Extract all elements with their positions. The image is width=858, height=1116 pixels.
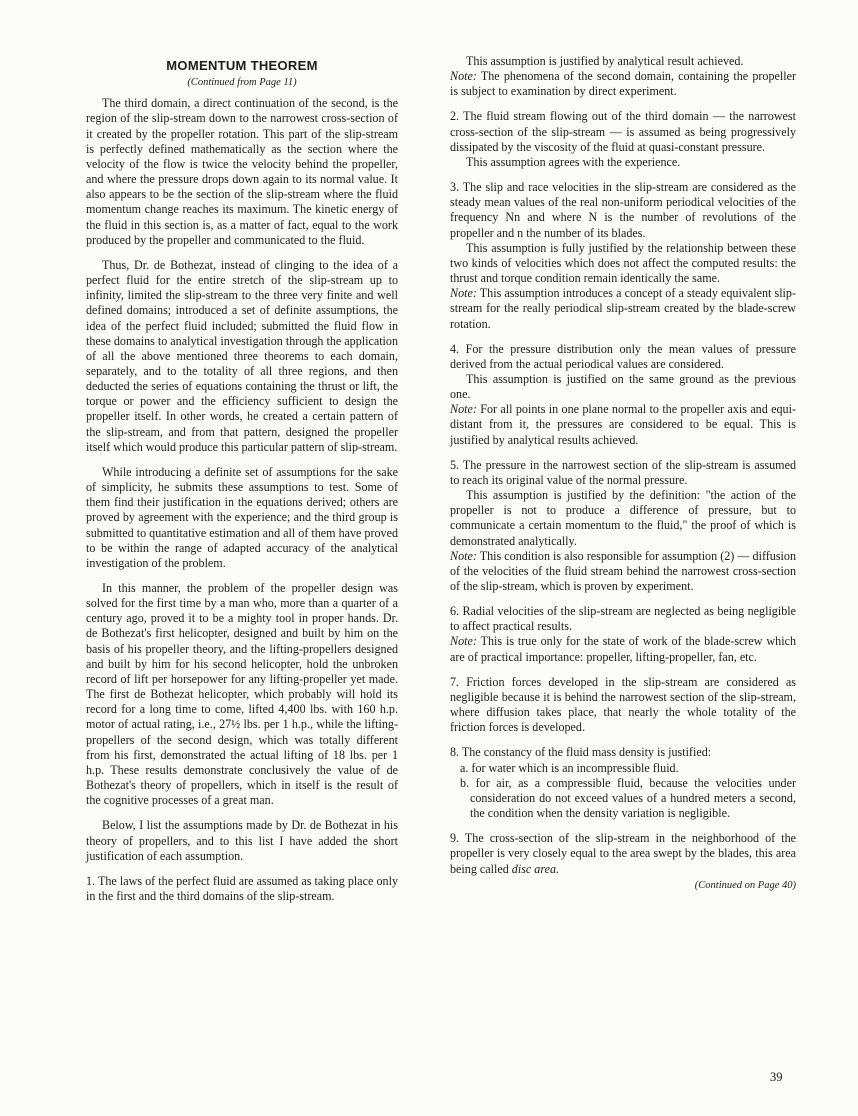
note-paragraph [450, 286, 796, 331]
paragraph: The third domain, a direct continuation of the second, is the region of the slip-stream down to the narrowest cross-section of it created by the propeller rotation. This part of the slip-stream is perfectly defined mathematically as the section where the velocity of the flow is twice the velocity behind the propeller, and where the pressure drops down again to its normal value. It also appears to be the section of the slip-stream where the fluid momentum change reaches its maximum. The kinetic energy of the fluid in this section is, as a matter of fact, equal to the work produced by the propeller and communicated to the fluid. [86, 96, 398, 247]
note-paragraph [450, 634, 796, 664]
note-text: The phenomena of the second domain, containing the propeller is subject to examination by direct experiment. [450, 69, 796, 99]
sub-item: b. for air, as a compressible fluid, because the velocities under consideration do not exceed values of a hundred meters a second, the condition when the density variation is negligible. [460, 775, 796, 821]
paragraph: Thus, Dr. de Bothezat, instead of clinging to the idea of a perfect fluid for the entire stretch of the slip-stream up to infinity, limited the slip-stream to the three very finite and well defined domains; introduced a set of definite assumptions, the idea of the perfect fluid included; submitted the fluid flow in these domains to analytical investigation through the application of all the above mentioned three theorems to each domain, separately, and to the totality of all three regions, and then deducted the series of equations containing the thrust or lift, the torque or power and the efficiency sufficient to design the propeller itself. In other words, he created a certain pattern of the slip-stream, and from that pattern, designed the propeller itself which would produce this particular pattern of slip-stream. [86, 257, 399, 454]
note-paragraph [450, 402, 796, 447]
paragraph: This assumption agrees with the experience. [466, 154, 681, 169]
note-label: Note: [450, 402, 477, 417]
assumption-item: 1. The laws of the perfect fluid are assumed as taking place only in the first and the third domains of the slip-stream. [86, 873, 398, 903]
note-label: Note: [450, 548, 477, 563]
assumption-item: 2. The fluid stream flowing out of the third domain — the narrowest cross-section of the slip-stream — is assumed as being progressively dissipated by the viscosity of the fluid at quasi-constant pressure. [450, 109, 796, 154]
note-text: This condition is also responsible for assumption (2) — diffusion of the velocities of the fluid stream behind the narrowest cross-section of the slip-stream, which is proven by experiment. [450, 548, 796, 593]
emphasis-text: disc area. [511, 861, 560, 876]
assumption-item: 4. For the pressure distribution only the mean values of pressure derived from the actual periodical values are considered. [450, 341, 796, 371]
note-text: This assumption introduces a concept of a steady equivalent slip-stream for the really periodical slip-stream created by the blade-screw rotation. [450, 286, 796, 331]
assumption-item: 7. Friction forces developed in the slip-stream are considered as negligible because it is behind the narrowest section of the slip-stream, where diffusion takes place, that nearly the whole totality of the friction forces is developed. [450, 674, 796, 735]
assumption-item: 8. The constancy of the fluid mass density is justified: [450, 745, 712, 760]
assumption-item: 5. The pressure in the narrowest section of the slip-stream is assumed to reach its original value of the normal pressure. [450, 457, 796, 487]
note-label: Note: [450, 69, 477, 84]
continued-on-note: (Continued on Page 40) [694, 879, 796, 891]
note-label: Note: [450, 634, 477, 649]
note-paragraph [450, 69, 796, 99]
paragraph: This assumption is justified on the same ground as the previous one. [450, 371, 796, 402]
paragraph: This assumption is justified by the definition: "the action of the propeller is not to produce a difference of pressure, but to communicate a certain momentum to the fluid," the proof of which is demonstrated analytically. [450, 488, 796, 548]
paragraph: This assumption is fully justified by the relationship between these two kinds of velocities which does not affect the computed results: the thrust and torque condition remain identically the same. [450, 240, 796, 286]
assumption-item: 3. The slip and race velocities in the slip-stream are considered as the steady mean values of the real non-uniform periodical velocities of the frequency Nn and where N is the number of revolutions of the propeller and n the number of its blades. [450, 180, 796, 240]
right-column [450, 54, 796, 893]
item-text: 9. The cross-section of the slip-stream in the neighborhood of the propeller is very closely equal to the area swept by the blades, this area being called [450, 831, 796, 876]
assumption-item [450, 831, 796, 876]
article-title: MOMENTUM THEOREM [166, 58, 318, 73]
page-number: 39 [770, 1070, 783, 1084]
note-label: Note: [450, 286, 477, 301]
note-text: For all points in one plane normal to the propeller axis and equi-distant from it, the pressures are considered to be equal. This is justified by analytical results achieved. [450, 402, 796, 447]
sub-item: a. for water which is an incompressible fluid. [460, 760, 679, 775]
note-paragraph [450, 549, 796, 594]
left-column [86, 54, 398, 904]
paragraph: Below, I list the assumptions made by Dr. de Bothezat in his theory of propellers, and to this list I have added the short justification of each assumption. [86, 818, 398, 863]
continued-from-note: (Continued from Page 11) [187, 77, 297, 89]
paragraph: This assumption is justified by analytical result achieved. [466, 54, 744, 68]
paragraph: In this manner, the problem of the propeller design was solved for the first time by a man who, more than a quarter of a century ago, proved it to be a mighty tool in proper hands. Dr. de Bothezat's first helicopter, designed and built by him on the basis of his propeller theory, and the lifting-propellers designed and built by him for his second helicopter, hold the unbroken record of lift per horsepower for any lifting-propeller yet made. The first de Bothezat helicopter, which probably will hold its record for a long time to come, lifted 4,400 lbs. with 160 h.p. motor of actual rating, i.e., 27½ lbs. per 1 h.p., while the lifting-propellers of the second design, which was totally different from his first, demonstrated the actual lifting of 18 lbs. per 1 h.p. These results demonstrate conclusively the value of de Bothezat's theory of propellers, which in itself is the result of the cognitive processes of a great man. [86, 581, 398, 808]
paragraph: While introducing a definite set of assumptions for the sake of simplicity, he submits these assumptions to test. Some of them find their justification in the equations derived; others are proved by agreement with the experience; and the third group is submitted to quantitative estimation and all of them have proved to be within the range of adapted accuracy of the analytical investigation of the problem. [86, 464, 399, 570]
assumption-item: 6. Radial velocities of the slip-stream are neglected as being negligible to affect practical results. [450, 604, 796, 634]
note-text: This is true only for the state of work of the blade-screw which are of practical importance: propeller, lifting-propeller, fan, etc. [450, 634, 796, 664]
